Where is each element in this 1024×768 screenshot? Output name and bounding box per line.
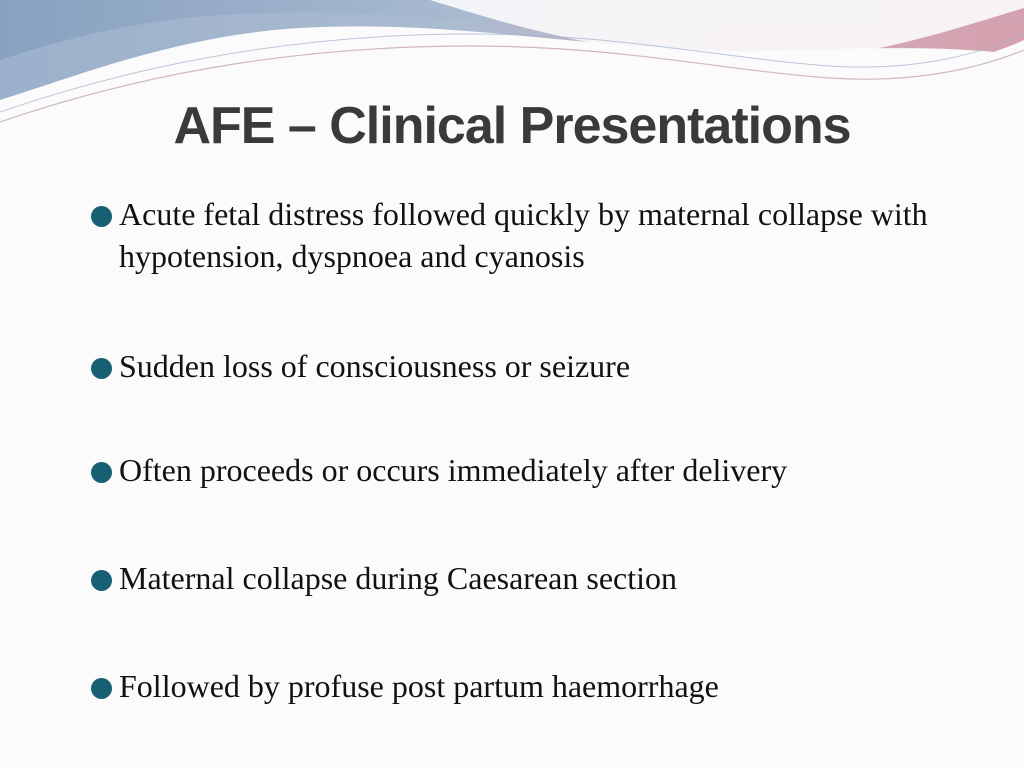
- bullet-item: [88, 557, 988, 599]
- bullet-dot-icon: [91, 570, 112, 591]
- bullet-dot-icon: [91, 678, 112, 699]
- bullet-list: [88, 193, 988, 707]
- bullet-text: Often proceeds or occurs immediately after delivery: [119, 452, 788, 488]
- bullet-text: Followed by profuse post partum haemorrhage: [119, 668, 719, 704]
- bullet-item: [88, 193, 988, 277]
- bullet-dot-icon: [91, 206, 112, 227]
- bullet-dot-icon: [91, 358, 112, 379]
- bullet-text: Maternal collapse during Caesarean section: [119, 560, 677, 596]
- bullet-text: Sudden loss of consciousness or seizure: [119, 348, 631, 384]
- bullet-item: [88, 665, 988, 707]
- bullet-dot-icon: [91, 462, 112, 483]
- bullet-item: [88, 345, 988, 387]
- bullet-text: Acute fetal distress followed quickly by maternal collapse with hypotension, dyspnoea and cyanosis: [119, 196, 928, 274]
- bullet-item: [88, 449, 988, 491]
- slide-title: AFE – Clinical Presentations: [173, 97, 851, 155]
